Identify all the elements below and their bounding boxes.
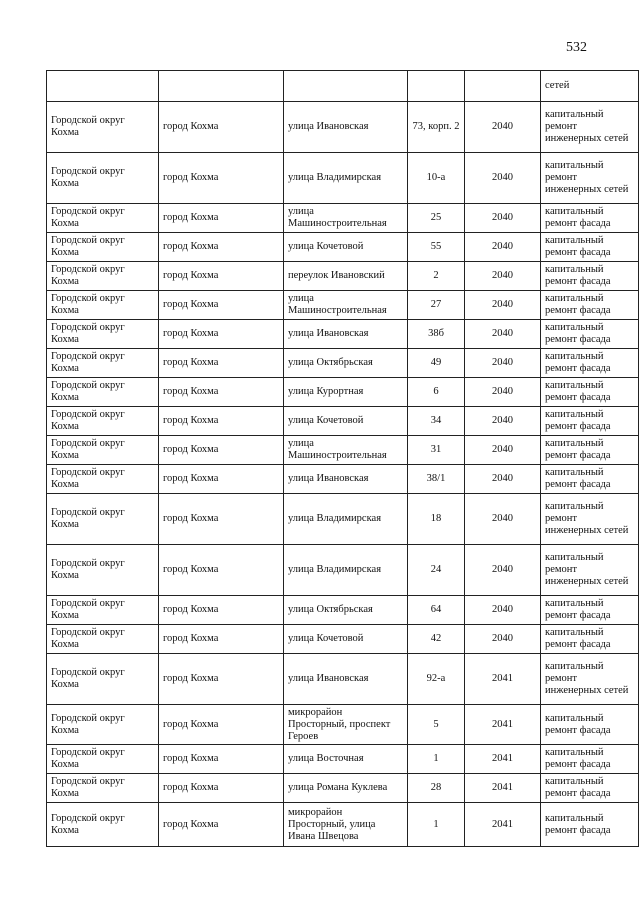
house-cell: 73, корп. 2 (408, 102, 465, 153)
year-cell (465, 71, 541, 102)
district-cell: Городской округ Кохма (47, 153, 159, 204)
table-row (47, 320, 639, 349)
district-cell: Городской округ Кохма (47, 465, 159, 494)
table-row (47, 774, 639, 803)
table-row-continuation (47, 71, 639, 102)
city-cell: город Кохма (159, 320, 284, 349)
street-cell: улица Машиностроительная (284, 291, 408, 320)
city-cell (159, 71, 284, 102)
table-row (47, 291, 639, 320)
house-cell: 28 (408, 774, 465, 803)
year-cell: 2040 (465, 204, 541, 233)
year-cell: 2040 (465, 407, 541, 436)
street-cell: улица Кочетовой (284, 407, 408, 436)
house-cell: 49 (408, 349, 465, 378)
table-row (47, 625, 639, 654)
table-row (47, 545, 639, 596)
street-cell: улица Кочетовой (284, 625, 408, 654)
year-cell: 2040 (465, 378, 541, 407)
year-cell: 2040 (465, 291, 541, 320)
street-cell: улица Октябрьская (284, 596, 408, 625)
work-cell: капитальный ремонт фасада (541, 436, 639, 465)
street-cell: улица Машиностроительная (284, 204, 408, 233)
city-cell: город Кохма (159, 204, 284, 233)
work-cell: капитальный ремонт фасада (541, 291, 639, 320)
city-cell: город Кохма (159, 494, 284, 545)
house-cell: 38б (408, 320, 465, 349)
year-cell: 2040 (465, 625, 541, 654)
street-cell: улица Машиностроительная (284, 436, 408, 465)
house-cell: 24 (408, 545, 465, 596)
house-cell: 92-а (408, 654, 465, 705)
table-row (47, 407, 639, 436)
work-cell: капитальный ремонт фасада (541, 803, 639, 847)
year-cell: 2040 (465, 545, 541, 596)
year-cell: 2040 (465, 320, 541, 349)
district-cell: Городской округ Кохма (47, 745, 159, 774)
city-cell: город Кохма (159, 625, 284, 654)
street-cell: микрорайон Просторный, проспект Героев (284, 705, 408, 745)
district-cell: Городской округ Кохма (47, 349, 159, 378)
district-cell: Городской округ Кохма (47, 378, 159, 407)
table-row (47, 436, 639, 465)
year-cell: 2041 (465, 705, 541, 745)
district-cell: Городской округ Кохма (47, 705, 159, 745)
district-cell: Городской округ Кохма (47, 545, 159, 596)
house-cell: 27 (408, 291, 465, 320)
table-row (47, 378, 639, 407)
house-cell: 18 (408, 494, 465, 545)
district-cell: Городской округ Кохма (47, 803, 159, 847)
house-cell: 34 (408, 407, 465, 436)
city-cell: город Кохма (159, 745, 284, 774)
year-cell: 2040 (465, 436, 541, 465)
house-cell: 6 (408, 378, 465, 407)
district-cell: Городской округ Кохма (47, 233, 159, 262)
house-cell: 2 (408, 262, 465, 291)
city-cell: город Кохма (159, 705, 284, 745)
work-cell: капитальный ремонт фасада (541, 774, 639, 803)
work-cell: капитальный ремонт инженерных сетей (541, 153, 639, 204)
street-cell: улица Владимирская (284, 153, 408, 204)
street-cell: улица Ивановская (284, 654, 408, 705)
table-row (47, 465, 639, 494)
district-cell: Городской округ Кохма (47, 494, 159, 545)
work-cell: капитальный ремонт фасада (541, 204, 639, 233)
house-cell (408, 71, 465, 102)
year-cell: 2041 (465, 745, 541, 774)
work-cell: капитальный ремонт фасада (541, 705, 639, 745)
district-cell: Городской округ Кохма (47, 320, 159, 349)
street-cell: улица Романа Куклева (284, 774, 408, 803)
district-cell: Городской округ Кохма (47, 625, 159, 654)
house-cell: 5 (408, 705, 465, 745)
district-cell: Городской округ Кохма (47, 204, 159, 233)
year-cell: 2040 (465, 262, 541, 291)
housing-repair-table (46, 70, 639, 847)
street-cell: улица Октябрьская (284, 349, 408, 378)
year-cell: 2041 (465, 774, 541, 803)
city-cell: город Кохма (159, 233, 284, 262)
city-cell: город Кохма (159, 262, 284, 291)
work-cell: капитальный ремонт фасада (541, 349, 639, 378)
work-cell: капитальный ремонт инженерных сетей (541, 494, 639, 545)
house-cell: 55 (408, 233, 465, 262)
work-cell: капитальный ремонт фасада (541, 262, 639, 291)
work-cell: сетей (541, 71, 639, 102)
table-row (47, 745, 639, 774)
house-cell: 25 (408, 204, 465, 233)
year-cell: 2040 (465, 494, 541, 545)
district-cell: Городской округ Кохма (47, 291, 159, 320)
city-cell: город Кохма (159, 153, 284, 204)
house-cell: 1 (408, 803, 465, 847)
work-cell: капитальный ремонт инженерных сетей (541, 545, 639, 596)
table-row (47, 654, 639, 705)
house-cell: 1 (408, 745, 465, 774)
city-cell: город Кохма (159, 407, 284, 436)
table-row (47, 204, 639, 233)
work-cell: капитальный ремонт фасада (541, 407, 639, 436)
table-row (47, 349, 639, 378)
work-cell: капитальный ремонт фасада (541, 745, 639, 774)
year-cell: 2040 (465, 465, 541, 494)
city-cell: город Кохма (159, 596, 284, 625)
page-number: 532 (566, 40, 587, 55)
street-cell: улица Ивановская (284, 320, 408, 349)
table-row (47, 494, 639, 545)
house-cell: 42 (408, 625, 465, 654)
table-row (47, 803, 639, 847)
table-row (47, 262, 639, 291)
district-cell: Городской округ Кохма (47, 596, 159, 625)
city-cell: город Кохма (159, 378, 284, 407)
street-cell: улица Восточная (284, 745, 408, 774)
work-cell: капитальный ремонт фасада (541, 596, 639, 625)
street-cell: улица Ивановская (284, 102, 408, 153)
city-cell: город Кохма (159, 349, 284, 378)
year-cell: 2040 (465, 153, 541, 204)
work-cell: капитальный ремонт фасада (541, 465, 639, 494)
year-cell: 2040 (465, 233, 541, 262)
table-row (47, 596, 639, 625)
year-cell: 2041 (465, 654, 541, 705)
house-cell: 10-а (408, 153, 465, 204)
city-cell: город Кохма (159, 774, 284, 803)
city-cell: город Кохма (159, 545, 284, 596)
street-cell: улица Ивановская (284, 465, 408, 494)
street-cell: переулок Ивановский (284, 262, 408, 291)
district-cell: Городской округ Кохма (47, 262, 159, 291)
work-cell: капитальный ремонт фасада (541, 233, 639, 262)
work-cell: капитальный ремонт фасада (541, 320, 639, 349)
year-cell: 2041 (465, 803, 541, 847)
city-cell: город Кохма (159, 436, 284, 465)
work-cell: капитальный ремонт инженерных сетей (541, 654, 639, 705)
district-cell: Городской округ Кохма (47, 774, 159, 803)
city-cell: город Кохма (159, 291, 284, 320)
street-cell: улица Кочетовой (284, 233, 408, 262)
street-cell: улица Владимирская (284, 545, 408, 596)
table-row (47, 153, 639, 204)
year-cell: 2040 (465, 102, 541, 153)
work-cell: капитальный ремонт фасада (541, 378, 639, 407)
district-cell: Городской округ Кохма (47, 436, 159, 465)
district-cell: Городской округ Кохма (47, 654, 159, 705)
work-cell: капитальный ремонт фасада (541, 625, 639, 654)
table-row (47, 102, 639, 153)
city-cell: город Кохма (159, 465, 284, 494)
house-cell: 38/1 (408, 465, 465, 494)
street-cell: улица Владимирская (284, 494, 408, 545)
city-cell: город Кохма (159, 102, 284, 153)
district-cell: Городской округ Кохма (47, 102, 159, 153)
year-cell: 2040 (465, 349, 541, 378)
house-cell: 31 (408, 436, 465, 465)
house-cell: 64 (408, 596, 465, 625)
city-cell: город Кохма (159, 803, 284, 847)
table-row (47, 705, 639, 745)
table-row (47, 233, 639, 262)
work-cell: капитальный ремонт инженерных сетей (541, 102, 639, 153)
street-cell: микрорайон Просторный, улица Ивана Швецова (284, 803, 408, 847)
year-cell: 2040 (465, 596, 541, 625)
street-cell (284, 71, 408, 102)
street-cell: улица Курортная (284, 378, 408, 407)
district-cell: Городской округ Кохма (47, 407, 159, 436)
city-cell: город Кохма (159, 654, 284, 705)
district-cell (47, 71, 159, 102)
